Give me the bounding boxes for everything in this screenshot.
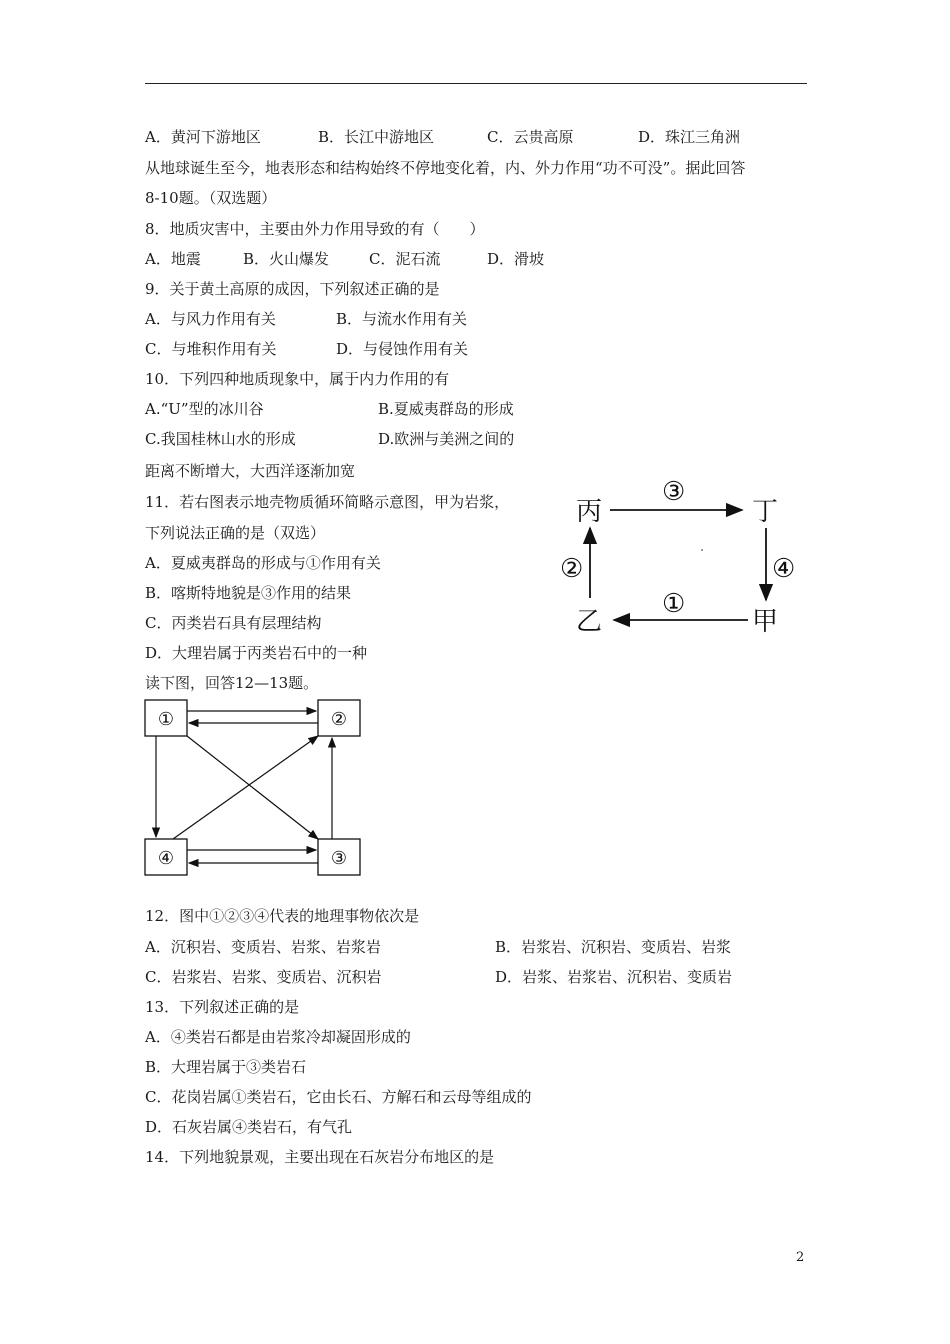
- q13-option-b: B．大理岩属于③类岩石: [145, 1058, 307, 1076]
- box-2-label: ②: [330, 709, 348, 730]
- q8-option-a: A．地震: [145, 250, 201, 268]
- box-4-label: ④: [157, 848, 175, 869]
- arrow-4-to-2: [173, 736, 318, 839]
- q12-option-a: A．沉积岩、变质岩、岩浆、岩浆岩: [145, 938, 381, 956]
- q8-option-b: B．火山爆发: [243, 250, 330, 268]
- q12-stem: 12．图中①②③④代表的地理事物依次是: [145, 907, 420, 925]
- q7-option-a: A．黄河下游地区: [145, 128, 261, 146]
- q8-option-c: C．泥石流: [369, 250, 441, 268]
- q13-option-d: D．石灰岩属④类岩石，有气孔: [145, 1118, 353, 1136]
- q10-stem: 10．下列四种地质现象中，属于内力作用的有: [145, 370, 450, 388]
- rock-cycle-diagram: [560, 470, 810, 640]
- speck: [701, 549, 703, 551]
- label-1: ①: [662, 589, 686, 619]
- q7-option-b: B．长江中游地区: [318, 128, 435, 146]
- q7-option-c: C．云贵高原: [487, 128, 574, 146]
- q11-stem-line2: 下列说法正确的是（双选）: [145, 524, 326, 542]
- q12-option-c: C．岩浆岩、岩浆、变质岩、沉积岩: [145, 968, 382, 986]
- q8-option-d: D．滑坡: [487, 250, 545, 268]
- corner-ding: 丁: [752, 497, 779, 527]
- q11-stem-line1: 11．若右图表示地壳物质循环简略示意图，甲为岩浆，: [145, 493, 510, 511]
- rock-box-diagram: [140, 695, 370, 885]
- q9-option-a: A．与风力作用有关: [145, 310, 276, 328]
- read-figure-line: 读下图，回答12—13题。: [145, 674, 319, 692]
- q12-option-d: D．岩浆、岩浆岩、沉积岩、变质岩: [495, 968, 733, 986]
- page-number: 2: [796, 1250, 805, 1265]
- q8-stem: 8．地质灾害中，主要由外力作用导致的有（ ）: [145, 220, 485, 238]
- q11-option-c: C．丙类岩石具有层理结构: [145, 614, 322, 632]
- corner-bing: 丙: [576, 497, 603, 527]
- box-1-label: ①: [157, 709, 175, 730]
- intro-8-10-line2: 8-10题。（双选题）: [145, 189, 277, 207]
- header-rule: [145, 83, 807, 84]
- q10-option-c: C.我国桂林山水的形成: [145, 430, 296, 448]
- label-2: ②: [560, 554, 584, 584]
- q14-stem: 14．下列地貌景观，主要出现在石灰岩分布地区的是: [145, 1148, 495, 1166]
- q10-option-d-continuation: 距离不断增大，大西洋逐渐加宽: [145, 462, 356, 480]
- q10-option-a: A.“U”型的冰川谷: [145, 400, 264, 418]
- q13-option-c: C．花岗岩属①类岩石，它由长石、方解石和云母等组成的: [145, 1088, 532, 1106]
- q9-stem: 9．关于黄土高原的成因，下列叙述正确的是: [145, 280, 440, 298]
- label-4: ④: [772, 554, 796, 584]
- q11-option-b: B．喀斯特地貌是③作用的结果: [145, 584, 352, 602]
- corner-yi: 乙: [576, 607, 603, 637]
- q13-option-a: A．④类岩石都是由岩浆冷却凝固形成的: [145, 1028, 411, 1046]
- intro-8-10-line1: 从地球诞生至今，地表形态和结构始终不停地变化着，内、外力作用“功不可没”。据此回答: [145, 159, 746, 177]
- arrow-1-to-3: [187, 736, 318, 839]
- corner-jia: 甲: [752, 607, 779, 637]
- q9-option-b: B．与流水作用有关: [336, 310, 468, 328]
- q10-option-d: D.欧洲与美洲之间的: [378, 430, 515, 448]
- q9-option-d: D．与侵蚀作用有关: [336, 340, 469, 358]
- q11-option-a: A．夏威夷群岛的形成与①作用有关: [145, 554, 381, 572]
- q12-option-b: B．岩浆岩、沉积岩、变质岩、岩浆: [495, 938, 732, 956]
- q13-stem: 13．下列叙述正确的是: [145, 998, 300, 1016]
- q11-option-d: D．大理岩属于丙类岩石中的一种: [145, 644, 368, 662]
- q10-option-b: B.夏威夷群岛的形成: [378, 400, 514, 418]
- box-3-label: ③: [330, 848, 348, 869]
- label-3: ③: [662, 477, 686, 507]
- q7-option-d: D．珠江三角洲: [638, 128, 741, 146]
- q9-option-c: C．与堆积作用有关: [145, 340, 277, 358]
